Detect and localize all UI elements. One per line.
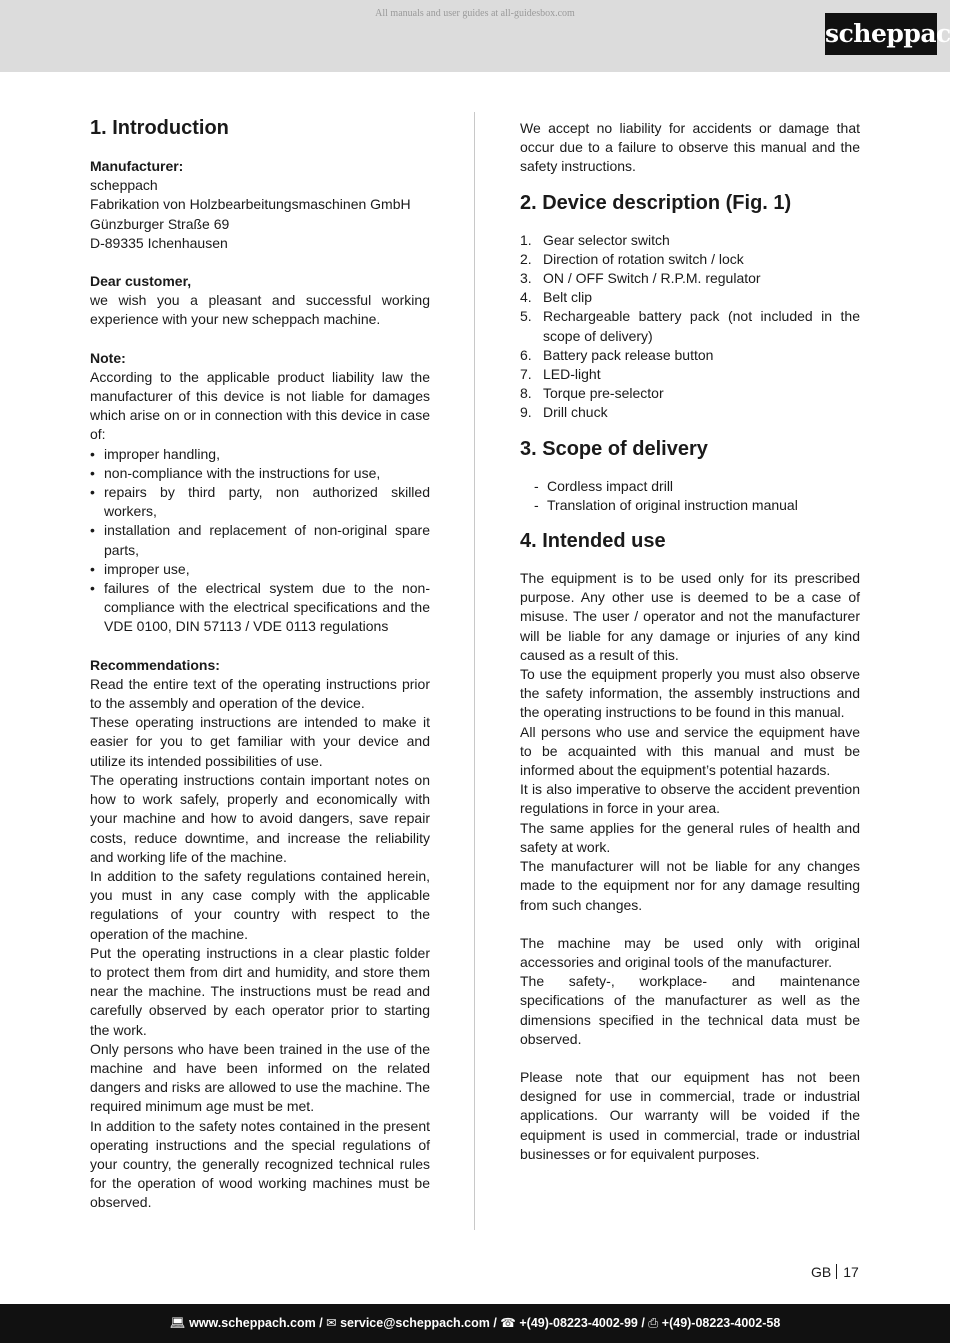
mail-icon: ✉︎ — [326, 1316, 337, 1330]
note-text: According to the applicable product liability law the manufacturer of this device is not liable for damages which arise on or in connection with this device in case of: — [90, 368, 430, 443]
note-list — [90, 445, 430, 637]
manufacturer-line: D-89335 Ichenhausen — [90, 234, 228, 251]
scope-list — [520, 477, 860, 515]
recommendation-paragraph: These operating instructions are intended to make it easier for you to get familiar with your device and utilize its intended possibilities of use. — [90, 714, 430, 769]
footer-phone: +(49)-08223-4002-99 — [519, 1316, 638, 1330]
device-part-item: 6. Battery pack release button — [520, 346, 714, 363]
device-part-item: 8. Torque pre-selector — [520, 385, 664, 402]
device-part-item: 1. Gear selector switch — [520, 231, 670, 248]
intended-use-paragraph: The machine may be used only with original accessories and original tools of the manufacturer. — [520, 934, 860, 970]
note-item: • improper use, — [90, 560, 430, 579]
recommendation-paragraph: The operating instructions contain important notes on how to work safely, properly and economically with your machine and how to avoid dangers, save repair costs, reduce downtime, and increase the reliability and working life of the machine. — [90, 771, 430, 865]
recommendation-paragraph: In addition to the safety regulations contained herein, you must in any case comply with the applicable regulations of your country with respect to the operation of the machine. — [90, 867, 430, 942]
intended-use-paragraph: The equipment is to be used only for its prescribed purpose. Any other use is deemed to be a case of misuse. The user / operator and not the manufacturer will be liable for any damage or injuries of any kind caused as a result of this. — [520, 570, 860, 663]
device-part-item: 3. ON / OFF Switch / R.P.M. regulator — [520, 270, 761, 287]
footer-website-link[interactable]: www.scheppach.com — [189, 1316, 316, 1330]
scope-item: - Translation of original instruction manual — [534, 496, 860, 515]
manufacturer-line: Günzburger Straße 69 — [90, 215, 230, 232]
device-part-item: 9. Drill chuck — [520, 404, 608, 421]
note-item: • improper handling, — [90, 445, 430, 464]
page-number-value: 17 — [843, 1264, 859, 1280]
scope-of-delivery-heading: 3. Scope of delivery — [520, 437, 708, 460]
intended-use-paragraph: The same applies for the general rules of health and safety at work. — [520, 819, 860, 855]
manufacturer-line: scheppach — [90, 177, 158, 194]
recommendations-label: Recommendations: — [90, 656, 220, 673]
recommendation-paragraph: Only persons who have been trained in the use of the machine and have been informed on the related dangers and risks are allowed to use the machine. The required minimum age must be met. — [90, 1040, 430, 1115]
intro-heading: 1. Introduction — [90, 117, 229, 139]
note-item: • installation and replacement of non-original spare parts, — [90, 521, 430, 559]
footer-bar: 💻︎ www.scheppach.com / ✉︎ service@scheppach.com / ☎︎ +(49)-08223-4002-99 / ⎙ +(49)-08223-4002-58 — [0, 1304, 950, 1343]
computer-icon: 💻︎ — [169, 1316, 186, 1330]
intended-use-paragraph: The safety-, workplace- and maintenance specifications of the manufacturer as well as the dimensions specified in the technical data must be observed. — [520, 973, 860, 1047]
recommendation-paragraph: In addition to the safety notes contained in the present operating instructions and the special regulations of your country, the generally recognized technical rules for the operation of wood working machines must be observed. — [90, 1117, 430, 1211]
note-label: Note: — [90, 349, 126, 366]
scheppach-logo: scheppach — [825, 13, 937, 55]
intended-use-paragraph: It is also imperative to observe the accident prevention regulations in force in your area. — [520, 781, 860, 817]
device-part-item: 5. Rechargeable battery pack (not included in the scope of delivery) — [520, 308, 860, 344]
left-column — [90, 116, 430, 1213]
dear-customer-text: we wish you a pleasant and successful working experience with your new scheppach machine. — [90, 292, 430, 328]
manufacturer-label: Manufacturer: — [90, 158, 184, 174]
fax-icon: ⎙ — [648, 1316, 659, 1330]
device-description-heading: 2. Device description (Fig. 1) — [520, 191, 792, 214]
header-bar — [0, 0, 968, 72]
recommendation-paragraph: Read the entire text of the operating instructions prior to the assembly and operation of the device. — [90, 675, 430, 712]
warranty-paragraph: Please note that our equipment has not been designed for use in commercial, trade or industrial applications. Our warranty will be voided if the equipment is used in commercial, trade or industrial businesses or for equivalent purposes. — [520, 1068, 860, 1162]
watermark-text: All manuals and user guides at all-guidesbox.com — [375, 8, 575, 19]
manufacturer-line: Fabrikation von Holzbearbeitungsmaschinen GmbH — [90, 196, 411, 213]
page-number — [811, 1264, 859, 1280]
device-part-item: 7. LED-light — [520, 366, 601, 383]
right-column — [520, 119, 860, 1164]
intended-use-paragraph: To use the equipment properly you must also observe the safety information, the assembly instructions and the operating instructions to be found in this manual. — [520, 666, 860, 721]
device-part-item: 2. Direction of rotation switch / lock — [520, 250, 744, 267]
intended-use-paragraph: The manufacturer will not be liable for any changes made to the equipment nor for any damage resulting from such changes. — [520, 858, 860, 913]
column-divider — [474, 112, 475, 1230]
note-item: • repairs by third party, non authorized skilled workers, — [90, 483, 430, 521]
liability-text: We accept no liability for accidents or damage that occur due to a failure to observe this manual and the safety instructions. — [520, 120, 860, 175]
phone-icon: ☎︎ — [500, 1316, 516, 1330]
recommendation-paragraph: Put the operating instructions in a clear plastic folder to protect them from dirt and humidity, and store them near the machine. The instructions must be read and carefully observed by each operator prior to starting the work. — [90, 944, 430, 1038]
device-parts-list — [520, 231, 860, 423]
scope-item: - Cordless impact drill — [534, 477, 860, 496]
note-item: • failures of the electrical system due to the non-compliance with the electrical specifications and the VDE 0100, DIN 57113 / VDE 0113 regulations — [90, 579, 430, 637]
dear-customer-label: Dear customer, — [90, 273, 192, 290]
device-part-item: 4. Belt clip — [520, 289, 593, 306]
note-item: • non-compliance with the instructions for use, — [90, 464, 430, 483]
footer-email-link[interactable]: service@scheppach.com — [340, 1316, 490, 1330]
intended-use-heading: 4. Intended use — [520, 530, 666, 553]
intended-use-paragraph: All persons who use and service the equipment have to be acquainted with this manual and must be informed about the equipment’s potential hazards. — [520, 723, 860, 779]
page-language: GB — [811, 1264, 832, 1280]
footer-fax: +(49)-08223-4002-58 — [661, 1316, 781, 1330]
